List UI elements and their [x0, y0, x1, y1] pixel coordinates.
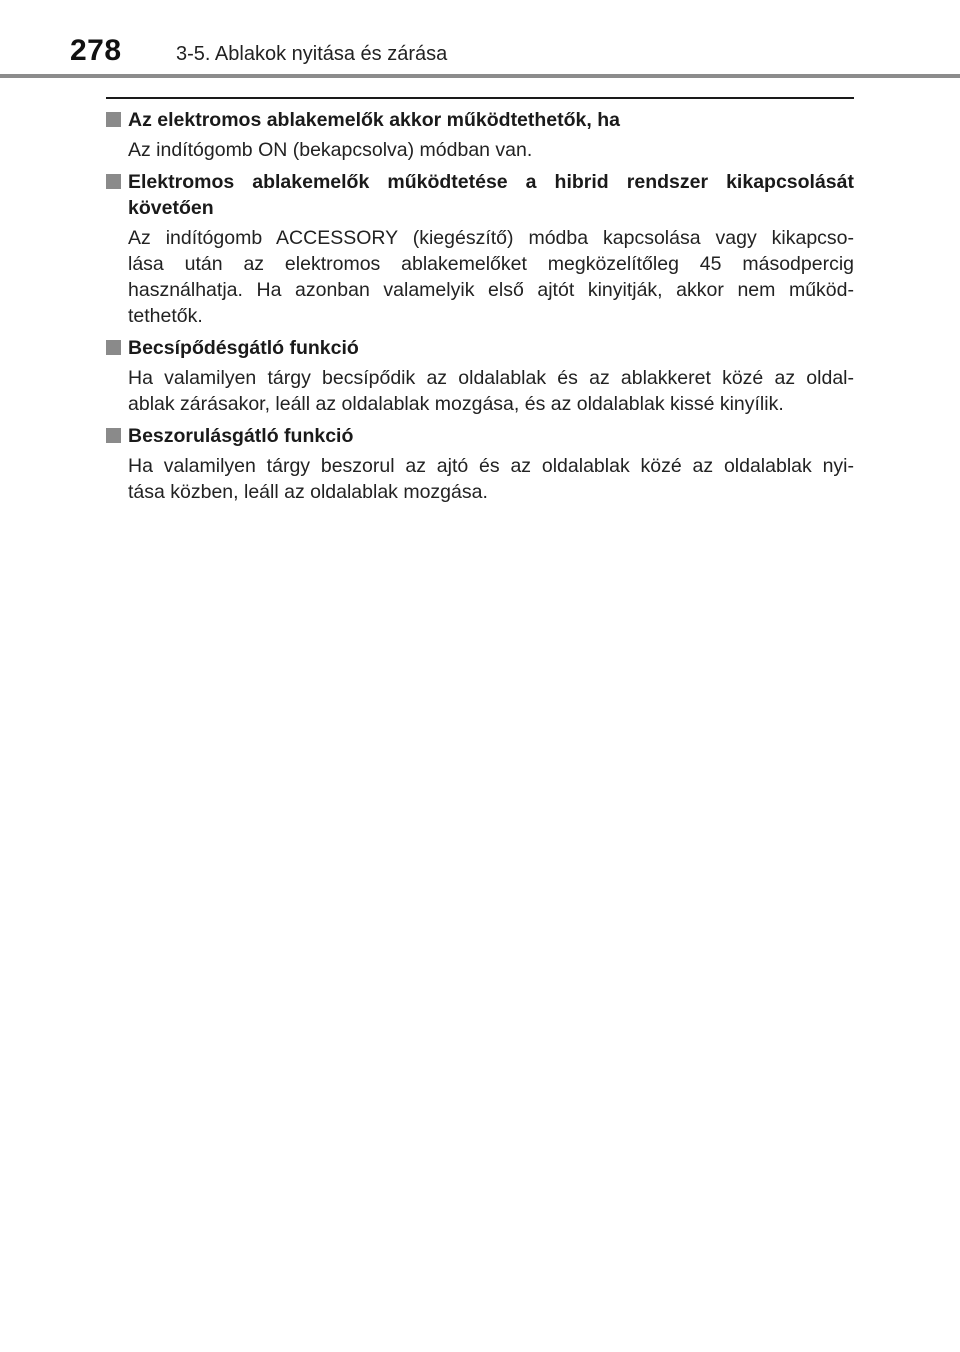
section-item	[106, 169, 854, 329]
section-item	[106, 423, 854, 505]
content-body	[106, 107, 854, 511]
body-line: ablak zárásakor, leáll az oldalablak mozgása, és az oldalablak kissé kinyílik.	[128, 393, 784, 415]
body-line: használhatja. Ha azonban valamelyik első ajtót kinyitják, akkor nem működ-	[128, 279, 854, 301]
section-item	[106, 335, 854, 417]
heading-line: Beszorulásgátló funkció	[128, 425, 354, 447]
body-line: Ha valamilyen tárgy beszorul az ajtó és az oldalablak közé az oldalablak nyi-	[128, 455, 854, 477]
item-heading	[106, 335, 854, 361]
item-body	[106, 137, 854, 163]
body-line: tethetők.	[128, 305, 203, 327]
heading-line: Az elektromos ablakemelők akkor működtethetők, ha	[128, 109, 620, 131]
square-bullet-icon	[106, 174, 121, 189]
header-divider	[0, 74, 960, 78]
square-bullet-icon	[106, 112, 121, 127]
item-body	[106, 365, 854, 417]
section-item	[106, 107, 854, 163]
item-body	[106, 453, 854, 505]
body-line: tása közben, leáll az oldalablak mozgása.	[128, 481, 488, 503]
heading-line: követően	[128, 197, 214, 219]
item-heading	[106, 169, 854, 221]
square-bullet-icon	[106, 428, 121, 443]
item-heading	[106, 107, 854, 133]
item-body	[106, 225, 854, 329]
content-divider	[106, 97, 854, 99]
page-number: 278	[70, 34, 122, 67]
body-line: Ha valamilyen tárgy becsípődik az oldalablak és az ablakkeret közé az oldal-	[128, 367, 854, 389]
heading-line: Elektromos ablakemelők működtetése a hibrid rendszer kikapcsolását	[128, 171, 854, 193]
page-header	[0, 0, 960, 78]
body-line: lása után az elektromos ablakemelőket megközelítőleg 45 másodpercig	[128, 253, 854, 275]
body-line: Az indítógomb ON (bekapcsolva) módban van.	[128, 139, 533, 161]
body-line: Az indítógomb ACCESSORY (kiegészítő) módba kapcsolása vagy kikapcso-	[128, 227, 854, 249]
item-heading	[106, 423, 854, 449]
heading-line: Becsípődésgátló funkció	[128, 337, 359, 359]
section-title: 3-5. Ablakok nyitása és zárása	[176, 43, 448, 65]
square-bullet-icon	[106, 340, 121, 355]
